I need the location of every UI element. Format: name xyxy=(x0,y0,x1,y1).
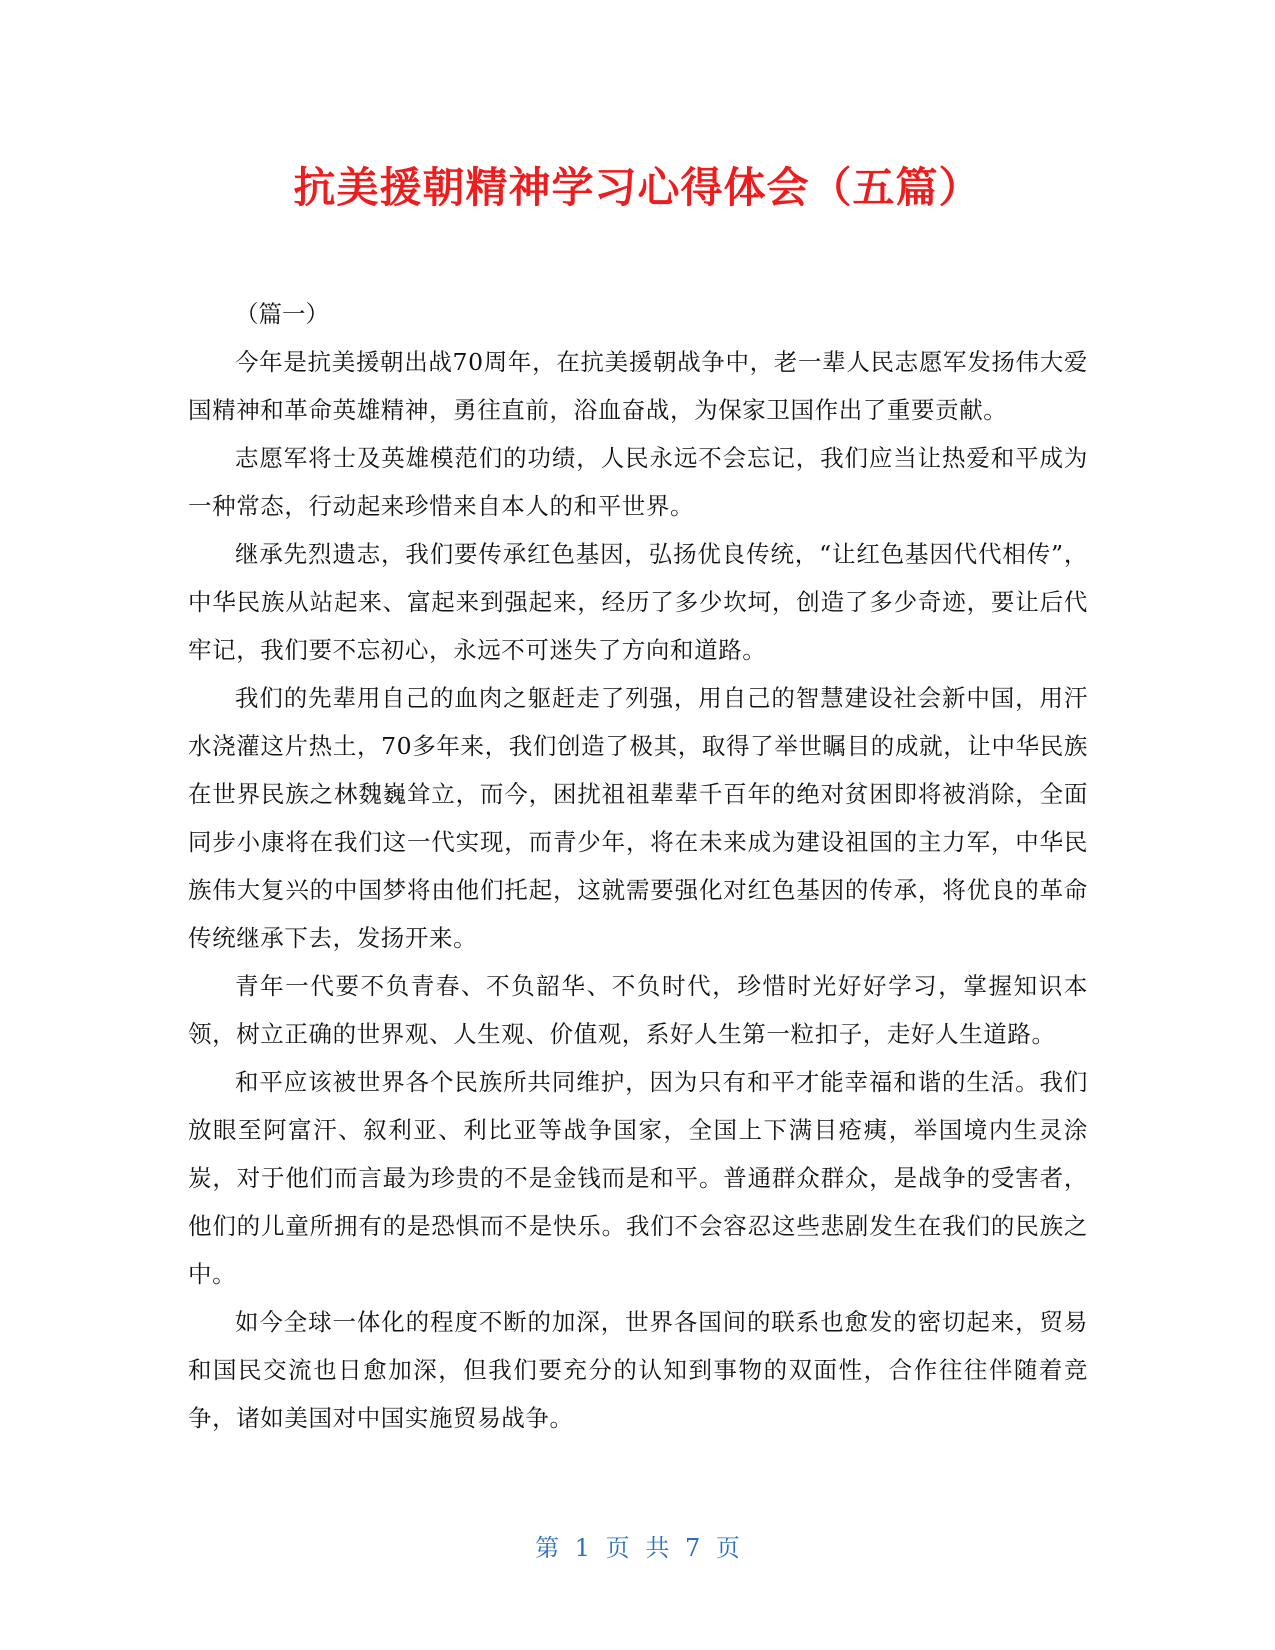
paragraph: 青年一代要不负青春、不负韶华、不负时代，珍惜时光好好学习，掌握知识本领，树立正确的世界观、人生观、价值观，系好人生第一粒扣子，走好人生道路。 xyxy=(188,972,1088,1048)
paragraph: 我们的先辈用自己的血肉之躯赶走了列强，用自己的智慧建设社会新中国，用汗水浇灌这片热土，70多年来，我们创造了极其，取得了举世瞩目的成就，让中华民族在世界民族之林魏巍耸立，而今，困扰祖祖辈辈千百年的绝对贫困即将被消除，全面同步小康将在我们这一代实现，而青少年，将在未来成为建设祖国的主力军，中华民族伟大复兴的中国梦将由他们托起，这就需要强化对红色基因的传承，将优良的革命传统继承下去，发扬开来。 xyxy=(188,684,1088,952)
paragraph: 继承先烈遗志，我们要传承红色基因，弘扬优良传统，“让红色基因代代相传”，中华民族从站起来、富起来到强起来，经历了多少坎坷，创造了多少奇迹，要让后代牢记，我们要不忘初心，永远不可迷失了方向和道路。 xyxy=(188,540,1088,664)
page-label-mid: 页 xyxy=(605,1534,630,1562)
document-body xyxy=(188,290,1088,1442)
paragraph: 今年是抗美援朝出战70周年，在抗美援朝战争中，老一辈人民志愿军发扬伟大爱国精神和革命英雄精神，勇往直前，浴血奋战，为保家卫国作出了重要贡献。 xyxy=(188,348,1088,424)
page-label-suffix: 页 xyxy=(715,1534,740,1562)
section-label: （篇一） xyxy=(235,300,329,328)
paragraph: 和平应该被世界各个民族所共同维护，因为只有和平才能幸福和谐的生活。我们放眼至阿富汗、叙利亚、利比亚等战争国家，全国上下满目疮痍，举国境内生灵涂炭，对于他们而言最为珍贵的不是金钱而是和平。普通群众群众，是战争的受害者，他们的儿童所拥有的是恐惧而不是快乐。我们不会容忍这些悲剧发生在我们的民族之中。 xyxy=(188,1068,1088,1288)
page-current: 1 xyxy=(574,1534,591,1562)
page-label-total: 共 xyxy=(645,1534,670,1562)
page-total: 7 xyxy=(684,1534,701,1562)
page-footer xyxy=(0,1532,1275,1564)
paragraph: 如今全球一体化的程度不断的加深，世界各国间的联系也愈发的密切起来，贸易和国民交流也日愈加深，但我们要充分的认知到事物的双面性，合作往往伴随着竞争，诸如美国对中国实施贸易战争。 xyxy=(188,1308,1088,1432)
page-label-prefix: 第 xyxy=(535,1534,560,1562)
paragraph: 志愿军将士及英雄模范们的功绩，人民永远不会忘记，我们应当让热爱和平成为一种常态，行动起来珍惜来自本人的和平世界。 xyxy=(188,444,1088,520)
document-title: 抗美援朝精神学习心得体会（五篇） xyxy=(293,163,982,212)
